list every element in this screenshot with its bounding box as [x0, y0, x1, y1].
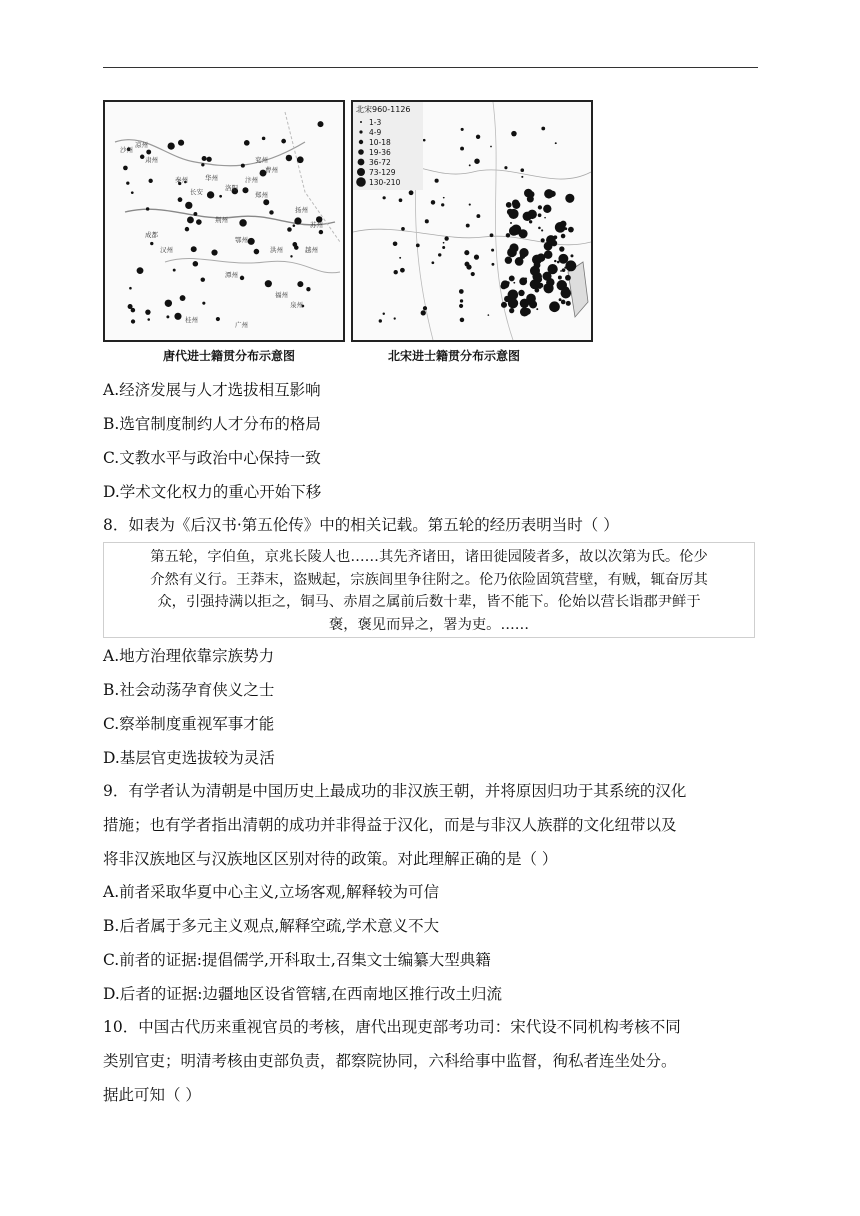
legend-label: 36-72	[369, 158, 391, 167]
map-dot	[173, 269, 176, 272]
map-dot	[149, 179, 153, 183]
map-dot	[379, 319, 382, 322]
map-dot	[242, 187, 248, 193]
city-label: 汴州	[245, 176, 258, 184]
map-dot	[248, 238, 255, 245]
map-dot	[520, 253, 526, 259]
map-dot	[131, 319, 135, 323]
map-dot	[409, 190, 414, 195]
city-label: 长安	[190, 188, 203, 196]
city-label: 沙州	[120, 146, 133, 154]
map-dot	[476, 135, 480, 139]
city-label: 华州	[205, 174, 218, 182]
q9-option-c: C.前者的证据:提倡儒学,开科取士,召集文士编纂大型典籍	[103, 951, 491, 969]
map-dot	[185, 227, 189, 231]
city-label: 桂州	[185, 316, 198, 324]
song-map	[351, 100, 593, 342]
map-dot	[193, 261, 199, 267]
map-dot	[460, 318, 465, 323]
city-label: 秦州	[175, 176, 188, 184]
map-dot	[501, 302, 507, 308]
map-dot	[240, 276, 244, 280]
map-dot	[510, 222, 512, 224]
city-label: 鄂州	[235, 236, 248, 244]
map-dot	[526, 294, 536, 304]
q9-option-a: A.前者采取华夏中心主义,立场客观,解释较为可信	[103, 883, 439, 901]
map-dot	[459, 304, 463, 308]
city-label: 潭州	[225, 271, 238, 279]
legend-label: 1-3	[369, 118, 382, 127]
map-dot	[543, 205, 551, 213]
q7-option-a: A.经济发展与人才选拔相互影响	[103, 381, 321, 399]
city-label: 郑州	[255, 191, 268, 199]
q8-stem: 8．如表为《后汉书·第五伦传》中的相关记载。第五轮的经历表明当时（ ）	[103, 516, 619, 534]
legend-label: 73-129	[369, 168, 396, 177]
map-dot	[509, 243, 518, 252]
map-dot	[465, 262, 470, 267]
map-dot	[423, 139, 426, 142]
map-dot	[566, 301, 571, 306]
q10-stem-line-3: 据此可知（ ）	[103, 1086, 201, 1104]
map-dot	[541, 127, 545, 131]
map-dot	[504, 296, 510, 302]
map-dot	[513, 282, 515, 284]
map-dot	[538, 205, 542, 209]
map-dot	[504, 166, 507, 169]
map-dot	[559, 246, 564, 251]
map-dot	[146, 207, 149, 210]
map-dot	[180, 295, 186, 301]
map-dot	[442, 246, 445, 249]
map-dot	[383, 196, 386, 199]
map-dot	[431, 261, 434, 264]
map-dot	[306, 287, 310, 291]
map-dot	[178, 140, 184, 146]
map-dot	[511, 131, 517, 137]
map-dot	[383, 313, 385, 315]
map-dot	[438, 253, 441, 256]
q7-option-c: C.文教水平与政治中心保持一致	[103, 449, 321, 467]
map-dot	[491, 249, 494, 252]
map-dot	[525, 278, 527, 280]
legend-dot	[356, 177, 366, 187]
map-dot	[147, 318, 150, 321]
map-dot	[265, 280, 272, 287]
map-dot	[441, 203, 444, 206]
map-dot	[560, 270, 562, 272]
city-label: 成都	[145, 231, 158, 239]
map-dot	[401, 227, 405, 231]
map-dot	[555, 142, 557, 144]
map-dot	[536, 276, 543, 283]
map-dot	[137, 267, 144, 274]
map-dot	[469, 164, 471, 166]
q10-stem-line-1: 10．中国古代历来重视官员的考核，唐代出现吏部考功司：宋代设不同机构考核不同	[103, 1018, 681, 1036]
song-map-caption: 北宋进士籍贯分布示意图	[388, 349, 521, 363]
q9-stem-line-1: 9．有学者认为清朝是中国历史上最成功的非汉族王朝，并将原因归功于其系统的汉化	[103, 782, 687, 800]
map-figure	[103, 100, 589, 368]
map-dot	[474, 158, 479, 163]
map-dot	[201, 277, 205, 281]
map-dot	[538, 213, 542, 217]
map-dot	[423, 306, 427, 310]
map-dot	[534, 288, 539, 293]
map-dot	[207, 191, 214, 198]
map-dot	[435, 179, 439, 183]
map-dot	[565, 194, 574, 203]
map-dot	[565, 275, 571, 281]
map-dot	[165, 300, 172, 307]
map-dot	[394, 317, 396, 319]
map-dot	[416, 243, 420, 247]
map-dot	[461, 128, 464, 131]
map-dot	[201, 163, 204, 166]
map-dot	[123, 166, 128, 171]
map-dot	[263, 199, 269, 205]
q8-quote-line: 众，引强持满以拒之，铜马、赤眉之属前后数十辈，皆不能下。伦始以营长诣郡尹鲜于	[157, 594, 701, 610]
map-dot	[505, 257, 512, 264]
map-dot	[560, 221, 567, 228]
map-dot	[319, 230, 323, 234]
city-label: 荆州	[215, 216, 228, 224]
map-dot	[211, 249, 217, 255]
map-dot	[544, 217, 546, 219]
map-dot	[512, 199, 519, 206]
map-dot	[561, 300, 566, 305]
city-label: 兖州	[255, 156, 268, 164]
q8-quote-box	[103, 542, 755, 638]
map-dot	[549, 301, 560, 312]
map-dot	[559, 298, 562, 301]
q8-quote-line: 褒，褒见而异之，署为吏。……	[328, 616, 530, 633]
map-dot	[202, 302, 205, 305]
map-dot	[536, 308, 538, 310]
tang-map	[103, 100, 345, 342]
map-dot	[145, 309, 150, 314]
legend-dot	[358, 149, 364, 155]
map-dot	[399, 198, 403, 202]
map-dot	[166, 315, 169, 318]
map-dot	[474, 255, 479, 260]
map-dot	[490, 233, 494, 237]
city-label: 苏州	[310, 221, 323, 229]
map-dot	[519, 229, 528, 238]
map-dot	[244, 140, 250, 146]
river-line	[165, 258, 340, 272]
map-dot	[488, 314, 490, 316]
q9-option-d: D.后者的证据:边疆地区设省管辖,在西南地区推行改土归流	[103, 985, 502, 1003]
map-dot	[290, 255, 292, 257]
map-dot	[521, 176, 523, 178]
map-dot	[459, 289, 464, 294]
map-dot	[509, 275, 515, 281]
map-dot	[520, 168, 524, 172]
legend-dot	[359, 140, 363, 144]
map-dot	[562, 268, 566, 272]
map-dot	[399, 257, 401, 259]
map-dot	[131, 191, 134, 194]
map-dot	[294, 217, 301, 224]
map-dot	[528, 191, 534, 197]
q7-option-b: B.选官制度制约人才分布的格局	[103, 415, 321, 433]
map-dot	[506, 233, 510, 237]
map-dot	[471, 272, 475, 276]
map-dot	[207, 157, 212, 162]
map-dot	[509, 308, 514, 313]
map-dot	[541, 238, 545, 242]
city-label: 广州	[235, 321, 248, 329]
map-dot	[129, 287, 132, 290]
map-dot	[443, 197, 445, 199]
map-dot	[146, 150, 151, 155]
map-dot	[537, 253, 546, 262]
q8-option-c: C.察举制度重视军事才能	[103, 715, 275, 733]
map-dot	[530, 266, 540, 276]
map-dot	[526, 213, 531, 218]
q8-option-d: D.基层官吏选拔较为灵活	[103, 749, 275, 767]
map-dot	[443, 242, 445, 244]
map-dot	[542, 272, 551, 281]
legend-title: 北宋960-1126	[356, 105, 411, 114]
map-dot	[425, 219, 429, 223]
q8-quote-line: 第五轮，字伯鱼，京兆长陵人也……其先齐诸田，诸田徙园陵者多，故以次第为氏。伦少	[150, 549, 708, 565]
city-label: 福州	[275, 291, 288, 299]
song-map-graphic	[353, 102, 591, 340]
map-dot	[281, 139, 286, 144]
map-dot	[561, 234, 566, 239]
map-dot	[254, 249, 260, 255]
map-dot	[168, 142, 175, 149]
city-label: 曹州	[265, 166, 278, 174]
map-dot	[538, 227, 541, 230]
map-dot	[178, 197, 183, 202]
map-dot	[444, 236, 448, 240]
map-dot	[128, 304, 133, 309]
header-rule	[103, 67, 758, 68]
q8-option-b: B.社会动荡孕育侠义之士	[103, 681, 275, 699]
map-dot	[400, 268, 405, 273]
q9-stem-line-3: 将非汉族地区与汉族地区区别对待的政策。对此理解正确的是（ ）	[103, 850, 558, 868]
map-dot	[561, 288, 572, 299]
legend-label: 10-18	[369, 138, 391, 147]
map-dot	[466, 224, 470, 228]
map-dot	[239, 219, 246, 226]
map-dot	[506, 202, 512, 208]
map-dot	[460, 147, 464, 151]
map-dot	[570, 254, 573, 257]
city-label: 肃州	[145, 156, 158, 164]
legend-dot	[357, 168, 365, 176]
map-dot	[191, 246, 197, 252]
map-dot	[393, 241, 398, 246]
city-label: 凉州	[135, 141, 148, 149]
legend-label: 130-210	[369, 178, 401, 187]
map-dot	[490, 146, 492, 148]
q7-option-d: D.学术文化权力的重心开始下移	[103, 483, 322, 501]
map-dot	[297, 156, 304, 163]
map-dot	[431, 200, 435, 204]
city-label: 扬州	[295, 206, 308, 214]
city-label: 汉州	[160, 246, 173, 254]
map-dot	[269, 210, 273, 214]
map-dot	[460, 299, 463, 302]
legend-label: 4-9	[369, 128, 382, 137]
map-dot	[241, 164, 245, 168]
map-dot	[394, 270, 398, 274]
map-dot	[509, 226, 519, 236]
map-dot	[150, 242, 153, 245]
map-dot	[262, 137, 266, 141]
map-dot	[297, 281, 303, 287]
q8-option-a: A.地方治理依靠宗族势力	[103, 647, 275, 665]
city-label: 越州	[305, 246, 318, 254]
map-dot	[529, 220, 532, 223]
map-dot	[491, 263, 494, 266]
map-dot	[464, 250, 469, 255]
map-dot	[174, 313, 181, 320]
map-dot	[507, 209, 513, 215]
map-dot	[544, 189, 553, 198]
map-dot	[293, 224, 296, 227]
q10-stem-line-2: 类别官吏；明清考核由吏部负责，都察院协同，六科给事中监督，徇私者连坐处分。	[103, 1052, 677, 1070]
city-label: 泉州	[290, 301, 303, 309]
map-dot	[524, 308, 531, 315]
map-dot	[565, 260, 576, 271]
map-dot	[193, 212, 197, 216]
q9-stem-line-2: 措施；也有学者指出清朝的成功并非得益于汉化，而是与非汉人族群的文化纽带以及	[103, 816, 677, 834]
tang-map-caption: 唐代进士籍贯分布示意图	[163, 349, 296, 363]
map-dot	[476, 214, 480, 218]
map-dot	[196, 219, 202, 225]
city-label: 洪州	[270, 246, 283, 254]
legend-dot	[359, 130, 362, 133]
map-dot	[421, 310, 426, 315]
map-dot	[287, 227, 292, 232]
map-dot	[318, 121, 324, 127]
q9-option-b: B.后者属于多元主义观点,解释空疏,学术意义不大	[103, 917, 440, 935]
legend-label: 19-36	[369, 148, 391, 157]
map-dot	[568, 227, 574, 233]
map-dot	[185, 202, 192, 209]
map-dot	[286, 155, 292, 161]
legend-dot	[360, 121, 362, 123]
map-dot	[541, 229, 543, 231]
map-dot	[558, 276, 562, 280]
legend-dot	[358, 159, 365, 166]
map-dot	[202, 156, 207, 161]
map-dot	[219, 195, 222, 198]
map-dot	[294, 245, 299, 250]
map-dot	[187, 217, 194, 224]
tang-map-graphic	[105, 102, 343, 340]
map-dot	[506, 281, 509, 284]
map-dot	[140, 155, 144, 159]
map-dot	[126, 181, 129, 184]
q8-quote-line: 介然有义行。王莽末，盗贼起，宗族闾里争往附之。伦乃依险固筑营壁，有贼，辄奋厉其	[150, 571, 708, 588]
map-dot	[546, 235, 556, 245]
map-dot	[518, 290, 524, 296]
map-dot	[554, 260, 556, 262]
map-dot	[216, 317, 220, 321]
city-label: 洛阳	[225, 184, 238, 192]
map-dot	[469, 203, 471, 205]
